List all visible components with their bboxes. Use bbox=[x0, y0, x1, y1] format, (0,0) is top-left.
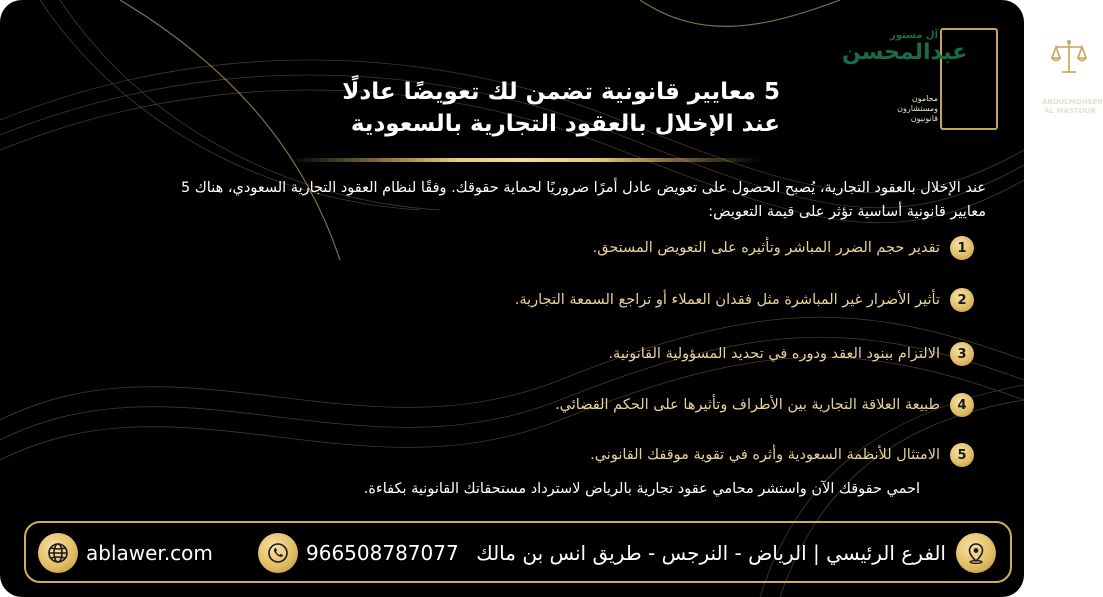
number-badge: 1 bbox=[950, 236, 974, 260]
criterion-text: طبيعة العلاقة التجارية بين الأطراف وتأثيرها على الحكم القضائي. bbox=[555, 397, 940, 413]
address-contact bbox=[476, 533, 996, 573]
scales-of-justice-icon bbox=[1050, 38, 1088, 78]
contact-bar bbox=[24, 521, 1012, 583]
website-contact[interactable] bbox=[38, 533, 213, 573]
logo-en-line-1: ABDULMOHSEN bbox=[1042, 98, 1103, 106]
logo-desc-line-3: قانونيون bbox=[910, 114, 938, 123]
criterion-text: تأثير الأضرار غير المباشرة مثل فقدان العملاء أو تراجع السمعة التجارية. bbox=[514, 292, 940, 308]
criterion-item-3 bbox=[608, 339, 974, 369]
location-pin-icon bbox=[956, 533, 996, 573]
logo-arabic-name: عبدالمحسن bbox=[842, 40, 968, 65]
logo-en-line-2: AL MASTOUR bbox=[1044, 107, 1096, 115]
address-text: الفرع الرئيسي | الرياض - النرجس - طريق انس بن مالك bbox=[476, 541, 946, 565]
phone-contact[interactable] bbox=[258, 533, 459, 573]
firm-logo bbox=[842, 28, 1103, 130]
criterion-item-1 bbox=[593, 233, 974, 263]
logo-arabic-top: آل مستور bbox=[889, 30, 938, 41]
globe-icon bbox=[38, 533, 78, 573]
call-to-action: احمي حقوقك الآن واستشر محامي عقود تجارية بالرياض لاسترداد مستحقاتك القانونية بكفاءة. bbox=[363, 481, 920, 497]
number-badge: 4 bbox=[950, 393, 974, 417]
intro-paragraph: عند الإخلال بالعقود التجارية، يُصبح الحصول على تعويض عادل أمرًا ضروريًا لحماية حقوقك. وفقًا لنظام العقود التجارية السعودي، هناك 5 معايير قانونية أساسية تؤثر على قيمة التعويض: bbox=[181, 180, 986, 220]
title-underline bbox=[290, 158, 760, 162]
logo-english-name bbox=[1042, 98, 1103, 116]
criterion-text: الامتثال للأنظمة السعودية وأثره في تقوية موقفك القانوني. bbox=[590, 447, 940, 463]
criterion-text: الالتزام ببنود العقد ودوره في تحديد المسؤولية القانونية. bbox=[608, 346, 940, 362]
number-badge: 3 bbox=[950, 342, 974, 366]
logo-desc-line-2: ومستشارون bbox=[897, 104, 938, 113]
criterion-text: تقدير حجم الضرر المباشر وتأثيره على التعويض المستحق. bbox=[592, 240, 940, 256]
criterion-item-5 bbox=[590, 440, 974, 470]
number-badge: 5 bbox=[950, 443, 974, 467]
phone-number[interactable]: 966508787077 bbox=[306, 541, 459, 565]
number-badge: 2 bbox=[950, 288, 974, 312]
website-link[interactable]: ablawer.com bbox=[86, 541, 213, 565]
title-line-2: عند الإخلال بالعقود التجارية بالسعودية bbox=[350, 111, 780, 137]
phone-icon bbox=[258, 533, 298, 573]
page-title bbox=[260, 76, 780, 140]
criterion-item-4 bbox=[555, 390, 974, 420]
title-line-1: 5 معايير قانونية تضمن لك تعويضًا عادلًا bbox=[342, 79, 780, 105]
logo-desc-line-1: محامون bbox=[911, 94, 938, 103]
logo-arabic-description bbox=[842, 94, 938, 124]
criterion-item-2 bbox=[515, 285, 974, 315]
